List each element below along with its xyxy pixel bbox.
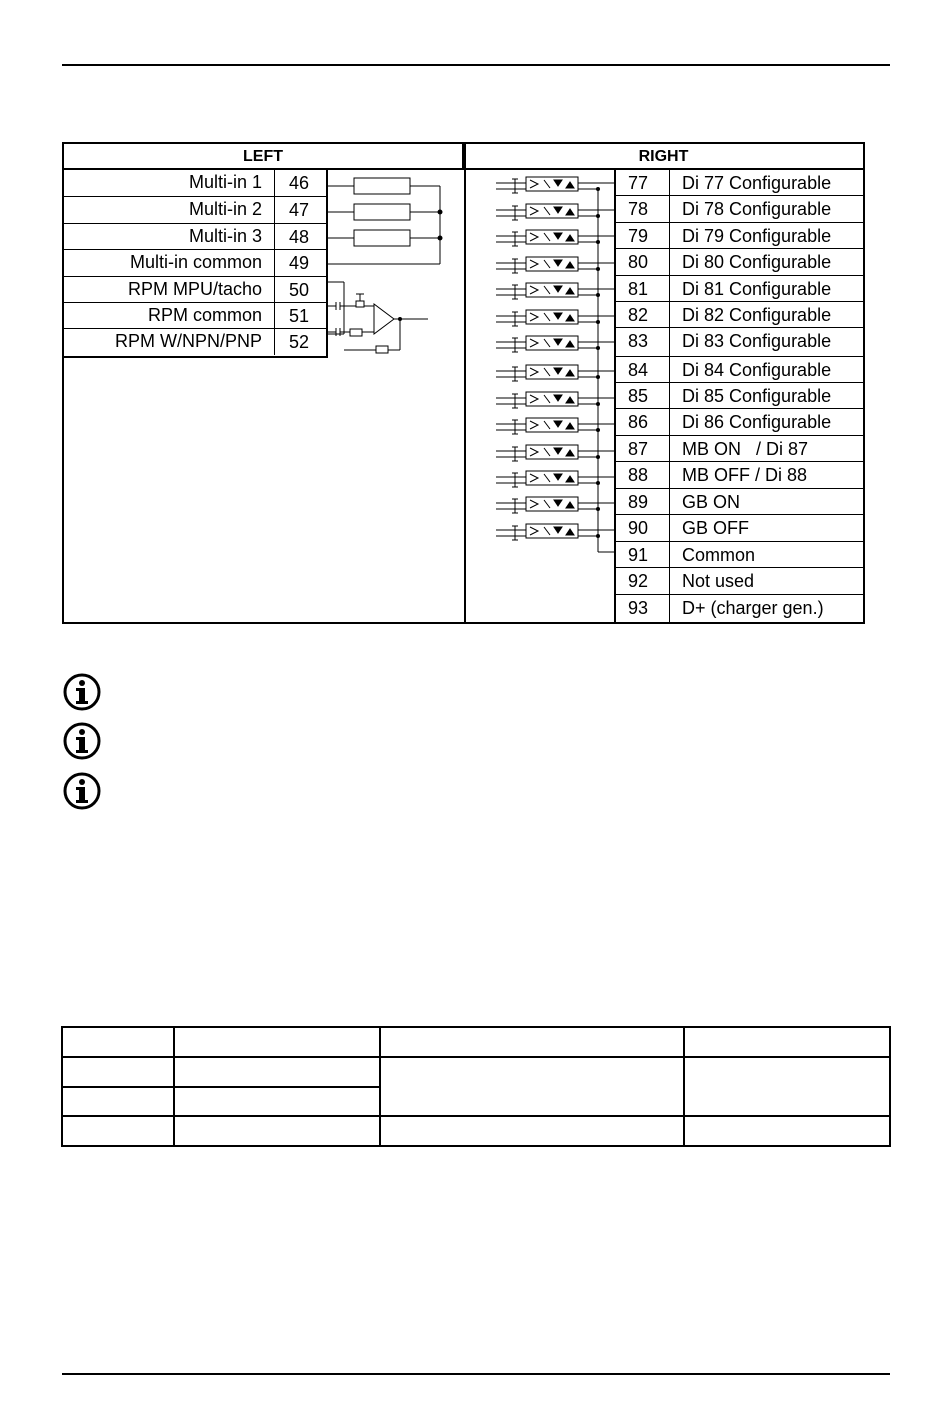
terminal-label: Multi-in 1 — [188, 172, 262, 192]
terminal-number: 90 — [616, 515, 670, 541]
terminal-number: 79 — [616, 223, 670, 248]
terminal-row — [616, 276, 863, 302]
table-cell — [174, 1116, 380, 1146]
right-terminal-table — [614, 170, 863, 622]
terminal-number: 51 — [274, 303, 326, 329]
table-cell — [62, 1027, 174, 1057]
terminal-row — [616, 436, 863, 462]
terminal-description: Di 83 Configurable — [682, 331, 832, 351]
terminal-row — [616, 462, 863, 489]
terminal-number: 78 — [616, 196, 670, 222]
terminal-description: Di 82 Configurable — [682, 305, 832, 325]
terminal-row — [616, 328, 863, 357]
terminal-diagram — [62, 142, 865, 624]
empty-table — [61, 1026, 891, 1147]
terminal-description: Common — [682, 545, 756, 565]
terminal-description: D+ (charger gen.) — [682, 598, 824, 618]
terminal-row — [616, 409, 863, 436]
table-cell — [380, 1057, 684, 1116]
terminal-row — [616, 196, 863, 223]
terminal-label: Multi-in 2 — [188, 199, 262, 219]
terminal-number: 50 — [274, 277, 326, 303]
terminal-number: 83 — [616, 328, 670, 356]
left-header: LEFT — [64, 144, 464, 170]
terminal-number: 84 — [616, 357, 670, 382]
terminal-description: MB ON / Di 87 — [682, 439, 809, 459]
terminal-description: Di 81 Configurable — [682, 279, 832, 299]
info-icon — [62, 721, 102, 761]
footer-rule — [62, 1373, 890, 1375]
terminal-number: 47 — [274, 197, 326, 223]
terminal-row — [616, 223, 863, 249]
terminal-number: 80 — [616, 249, 670, 275]
terminal-description: Di 86 Configurable — [682, 412, 832, 432]
terminal-number: 49 — [274, 250, 326, 276]
terminal-label: RPM common — [147, 305, 262, 325]
right-header: RIGHT — [464, 144, 863, 170]
table-cell — [62, 1116, 174, 1146]
info-icon — [62, 771, 102, 811]
terminal-row — [616, 302, 863, 328]
terminal-number: 77 — [616, 170, 670, 195]
terminal-description: Di 77 Configurable — [682, 173, 832, 193]
table-cell — [62, 1087, 174, 1116]
table-cell — [380, 1027, 684, 1057]
terminal-description: MB OFF / Di 88 — [682, 465, 808, 485]
terminal-row — [616, 357, 863, 383]
terminal-label: Multi-in 3 — [188, 226, 262, 246]
terminal-row — [616, 249, 863, 276]
terminal-label: RPM MPU/tacho — [127, 279, 262, 299]
table-cell — [684, 1027, 890, 1057]
terminal-number: 52 — [274, 329, 326, 355]
terminal-description: Di 79 Configurable — [682, 226, 832, 246]
header-rule — [62, 64, 890, 66]
terminal-row — [616, 568, 863, 595]
optocoupler-schematic — [64, 144, 614, 622]
terminal-number: 82 — [616, 302, 670, 327]
terminal-number: 46 — [274, 170, 326, 196]
terminal-number: 81 — [616, 276, 670, 301]
terminal-label: Multi-in common — [129, 252, 262, 272]
terminal-description: Not used — [682, 571, 755, 591]
terminal-number: 86 — [616, 409, 670, 435]
terminal-description: Di 85 Configurable — [682, 386, 832, 406]
terminal-number: 93 — [616, 595, 670, 622]
terminal-number: 89 — [616, 489, 670, 514]
terminal-row — [616, 515, 863, 542]
terminal-description: Di 84 Configurable — [682, 360, 832, 380]
table-cell — [174, 1087, 380, 1116]
terminal-description: Di 78 Configurable — [682, 199, 832, 219]
table-cell — [174, 1027, 380, 1057]
terminal-row — [616, 170, 863, 196]
terminal-row — [616, 542, 863, 568]
terminal-number: 85 — [616, 383, 670, 408]
terminal-description: Di 80 Configurable — [682, 252, 832, 272]
terminal-row — [616, 595, 863, 622]
table-cell — [62, 1057, 174, 1087]
terminal-description: GB ON — [682, 492, 741, 512]
terminal-row — [616, 383, 863, 409]
terminal-description: GB OFF — [682, 518, 749, 538]
table-cell — [174, 1057, 380, 1087]
info-icon — [62, 672, 102, 712]
terminal-number: 91 — [616, 542, 670, 567]
table-cell — [380, 1116, 684, 1146]
terminal-row — [616, 489, 863, 515]
terminal-number: 88 — [616, 462, 670, 488]
table-cell — [684, 1057, 890, 1116]
terminal-number: 87 — [616, 436, 670, 461]
terminal-number: 48 — [274, 224, 326, 250]
terminal-number: 92 — [616, 568, 670, 594]
table-cell — [684, 1116, 890, 1146]
terminal-label: RPM W/NPN/PNP — [114, 331, 262, 351]
